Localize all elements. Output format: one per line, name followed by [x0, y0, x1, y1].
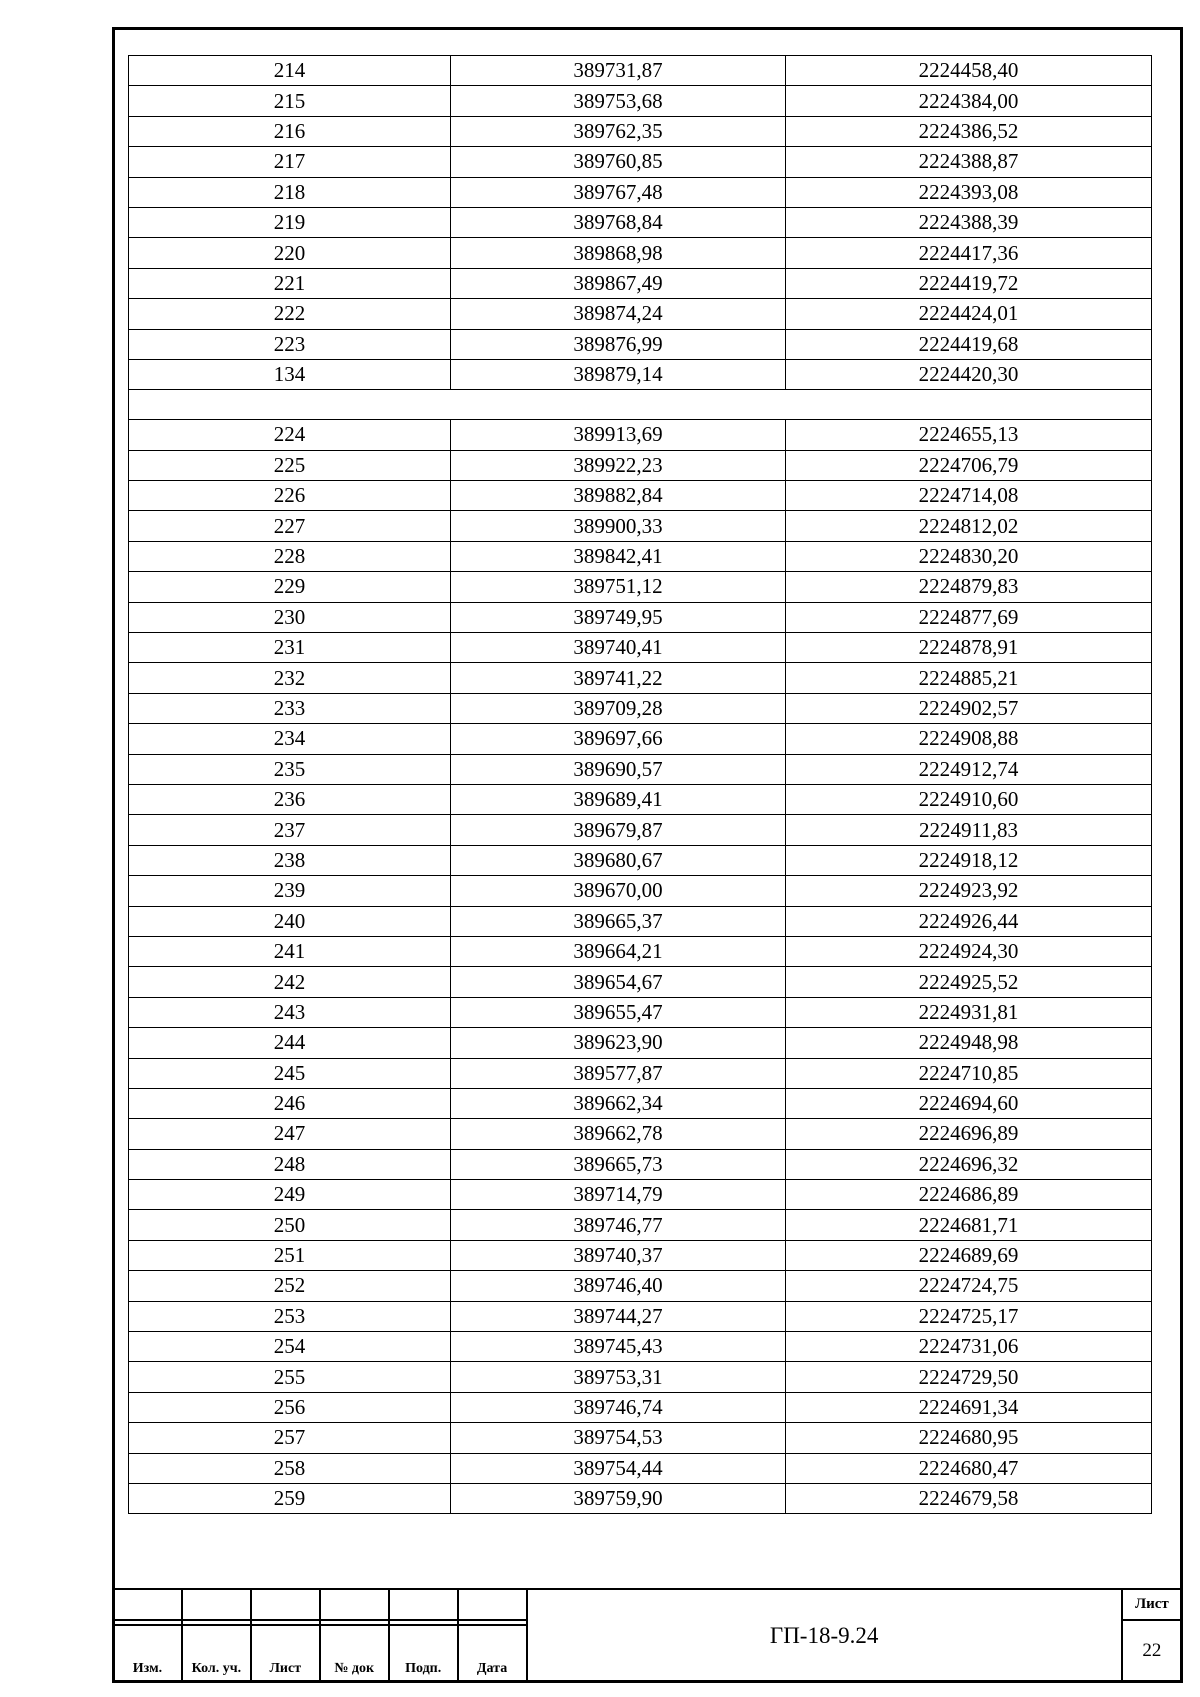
x-coordinate: 389654,67	[451, 967, 786, 997]
table-row	[129, 1210, 1152, 1240]
y-coordinate: 2224424,01	[786, 299, 1152, 329]
y-coordinate: 2224912,74	[786, 754, 1152, 784]
table-row	[129, 1362, 1152, 1392]
separator-row	[129, 390, 1152, 420]
x-coordinate: 389751,12	[451, 572, 786, 602]
stamp-cell	[458, 1589, 527, 1620]
stamp-cell	[320, 1589, 389, 1620]
table-row	[129, 876, 1152, 906]
stamp-cell	[389, 1589, 458, 1620]
y-coordinate: 2224420,30	[786, 359, 1152, 389]
y-coordinate: 2224948,98	[786, 1028, 1152, 1058]
table-row	[129, 724, 1152, 754]
x-coordinate: 389753,68	[451, 86, 786, 116]
point-number: 232	[129, 663, 451, 693]
point-number: 239	[129, 876, 451, 906]
y-coordinate: 2224458,40	[786, 56, 1152, 86]
y-coordinate: 2224384,00	[786, 86, 1152, 116]
x-coordinate: 389746,74	[451, 1392, 786, 1422]
point-number: 257	[129, 1423, 451, 1453]
x-coordinate: 389868,98	[451, 238, 786, 268]
stamp-cell	[182, 1589, 251, 1620]
x-coordinate: 389740,37	[451, 1240, 786, 1270]
point-number: 216	[129, 116, 451, 146]
x-coordinate: 389655,47	[451, 997, 786, 1027]
x-coordinate: 389754,53	[451, 1423, 786, 1453]
y-coordinate: 2224388,87	[786, 147, 1152, 177]
x-coordinate: 389760,85	[451, 147, 786, 177]
table-row	[129, 1058, 1152, 1088]
x-coordinate: 389697,66	[451, 724, 786, 754]
table-row	[129, 238, 1152, 268]
point-number: 238	[129, 845, 451, 875]
y-coordinate: 2224710,85	[786, 1058, 1152, 1088]
y-coordinate: 2224878,91	[786, 633, 1152, 663]
point-number: 243	[129, 997, 451, 1027]
table-row	[129, 1180, 1152, 1210]
table-row	[129, 1149, 1152, 1179]
table-row	[129, 906, 1152, 936]
x-coordinate: 389741,22	[451, 663, 786, 693]
header-signature: Подп.	[389, 1625, 458, 1682]
x-coordinate: 389689,41	[451, 784, 786, 814]
table-row	[129, 541, 1152, 571]
point-number: 215	[129, 86, 451, 116]
point-number: 220	[129, 238, 451, 268]
y-coordinate: 2224696,89	[786, 1119, 1152, 1149]
x-coordinate: 389665,73	[451, 1149, 786, 1179]
table-row	[129, 1423, 1152, 1453]
x-coordinate: 389670,00	[451, 876, 786, 906]
sheet-number: 22	[1122, 1620, 1182, 1682]
y-coordinate: 2224691,34	[786, 1392, 1152, 1422]
header-doc-number: № док	[320, 1625, 389, 1682]
point-number: 248	[129, 1149, 451, 1179]
table-row	[129, 1301, 1152, 1331]
table-row	[129, 177, 1152, 207]
point-number: 258	[129, 1453, 451, 1483]
y-coordinate: 2224830,20	[786, 541, 1152, 571]
table-row	[129, 1483, 1152, 1513]
y-coordinate: 2224419,72	[786, 268, 1152, 298]
point-number: 226	[129, 481, 451, 511]
table-row	[129, 1028, 1152, 1058]
point-number: 247	[129, 1119, 451, 1149]
table-row	[129, 602, 1152, 632]
table-row	[129, 784, 1152, 814]
point-number: 250	[129, 1210, 451, 1240]
y-coordinate: 2224918,12	[786, 845, 1152, 875]
point-number: 233	[129, 693, 451, 723]
x-coordinate: 389680,67	[451, 845, 786, 875]
x-coordinate: 389759,90	[451, 1483, 786, 1513]
y-coordinate: 2224908,88	[786, 724, 1152, 754]
document-code: ГП-18-9.24	[527, 1589, 1122, 1682]
y-coordinate: 2224686,89	[786, 1180, 1152, 1210]
y-coordinate: 2224877,69	[786, 602, 1152, 632]
x-coordinate: 389665,37	[451, 906, 786, 936]
y-coordinate: 2224706,79	[786, 450, 1152, 480]
point-number: 235	[129, 754, 451, 784]
x-coordinate: 389662,78	[451, 1119, 786, 1149]
y-coordinate: 2224923,92	[786, 876, 1152, 906]
point-number: 219	[129, 207, 451, 237]
table-row	[129, 329, 1152, 359]
point-number: 259	[129, 1483, 451, 1513]
point-number: 223	[129, 329, 451, 359]
x-coordinate: 389714,79	[451, 1180, 786, 1210]
stamp-cell	[251, 1589, 320, 1620]
x-coordinate: 389922,23	[451, 450, 786, 480]
x-coordinate: 389709,28	[451, 693, 786, 723]
point-number: 230	[129, 602, 451, 632]
table-row	[129, 967, 1152, 997]
x-coordinate: 389679,87	[451, 815, 786, 845]
y-coordinate: 2224812,02	[786, 511, 1152, 541]
table-row	[129, 663, 1152, 693]
point-number: 253	[129, 1301, 451, 1331]
x-coordinate: 389762,35	[451, 116, 786, 146]
y-coordinate: 2224731,06	[786, 1332, 1152, 1362]
y-coordinate: 2224902,57	[786, 693, 1152, 723]
y-coordinate: 2224696,32	[786, 1149, 1152, 1179]
x-coordinate: 389876,99	[451, 329, 786, 359]
point-number: 255	[129, 1362, 451, 1392]
table-row	[129, 56, 1152, 86]
header-date: Дата	[458, 1625, 527, 1682]
x-coordinate: 389662,34	[451, 1088, 786, 1118]
point-number: 229	[129, 572, 451, 602]
stamp-cell	[113, 1589, 182, 1620]
y-coordinate: 2224925,52	[786, 967, 1152, 997]
x-coordinate: 389746,40	[451, 1271, 786, 1301]
table-row	[129, 1392, 1152, 1422]
x-coordinate: 389745,43	[451, 1332, 786, 1362]
point-number: 224	[129, 420, 451, 450]
x-coordinate: 389754,44	[451, 1453, 786, 1483]
table-row	[129, 572, 1152, 602]
table-row	[129, 936, 1152, 966]
x-coordinate: 389874,24	[451, 299, 786, 329]
table-row	[129, 481, 1152, 511]
point-number: 134	[129, 359, 451, 389]
point-number: 241	[129, 936, 451, 966]
point-number: 254	[129, 1332, 451, 1362]
x-coordinate: 389623,90	[451, 1028, 786, 1058]
y-coordinate: 2224924,30	[786, 936, 1152, 966]
y-coordinate: 2224879,83	[786, 572, 1152, 602]
point-number: 240	[129, 906, 451, 936]
coordinates-table	[128, 55, 1152, 1514]
point-number: 252	[129, 1271, 451, 1301]
point-number: 225	[129, 450, 451, 480]
y-coordinate: 2224393,08	[786, 177, 1152, 207]
x-coordinate: 389767,48	[451, 177, 786, 207]
x-coordinate: 389664,21	[451, 936, 786, 966]
y-coordinate: 2224714,08	[786, 481, 1152, 511]
point-number: 256	[129, 1392, 451, 1422]
y-coordinate: 2224694,60	[786, 1088, 1152, 1118]
x-coordinate: 389900,33	[451, 511, 786, 541]
table-row	[129, 633, 1152, 663]
table-row	[129, 1453, 1152, 1483]
x-coordinate: 389753,31	[451, 1362, 786, 1392]
point-number: 228	[129, 541, 451, 571]
point-number: 237	[129, 815, 451, 845]
x-coordinate: 389577,87	[451, 1058, 786, 1088]
table-row	[129, 1088, 1152, 1118]
table-row	[129, 86, 1152, 116]
point-number: 221	[129, 268, 451, 298]
point-number: 222	[129, 299, 451, 329]
table-row	[129, 1271, 1152, 1301]
point-number: 251	[129, 1240, 451, 1270]
table-row	[129, 299, 1152, 329]
x-coordinate: 389731,87	[451, 56, 786, 86]
table-row	[129, 207, 1152, 237]
separator-cell	[129, 390, 1152, 420]
y-coordinate: 2224910,60	[786, 784, 1152, 814]
y-coordinate: 2224680,95	[786, 1423, 1152, 1453]
table-row	[129, 1332, 1152, 1362]
x-coordinate: 389740,41	[451, 633, 786, 663]
header-change: Изм.	[113, 1625, 182, 1682]
point-number: 227	[129, 511, 451, 541]
y-coordinate: 2224926,44	[786, 906, 1152, 936]
x-coordinate: 389913,69	[451, 420, 786, 450]
point-number: 246	[129, 1088, 451, 1118]
point-number: 218	[129, 177, 451, 207]
y-coordinate: 2224655,13	[786, 420, 1152, 450]
point-number: 244	[129, 1028, 451, 1058]
x-coordinate: 389882,84	[451, 481, 786, 511]
table-row	[129, 997, 1152, 1027]
point-number: 245	[129, 1058, 451, 1088]
x-coordinate: 389768,84	[451, 207, 786, 237]
point-number: 242	[129, 967, 451, 997]
table-row	[129, 420, 1152, 450]
table-row	[129, 450, 1152, 480]
y-coordinate: 2224725,17	[786, 1301, 1152, 1331]
y-coordinate: 2224911,83	[786, 815, 1152, 845]
x-coordinate: 389746,77	[451, 1210, 786, 1240]
header-count: Кол. уч.	[182, 1625, 251, 1682]
y-coordinate: 2224724,75	[786, 1271, 1152, 1301]
x-coordinate: 389744,27	[451, 1301, 786, 1331]
y-coordinate: 2224689,69	[786, 1240, 1152, 1270]
header-sheet: Лист	[251, 1625, 320, 1682]
point-number: 217	[129, 147, 451, 177]
table-row	[129, 815, 1152, 845]
y-coordinate: 2224679,58	[786, 1483, 1152, 1513]
y-coordinate: 2224931,81	[786, 997, 1152, 1027]
table-row	[129, 116, 1152, 146]
table-row	[129, 147, 1152, 177]
table-row	[129, 845, 1152, 875]
table-row	[129, 1119, 1152, 1149]
y-coordinate: 2224419,68	[786, 329, 1152, 359]
sheet-label: Лист	[1122, 1589, 1182, 1620]
table-row	[129, 754, 1152, 784]
table-row	[129, 1240, 1152, 1270]
point-number: 236	[129, 784, 451, 814]
x-coordinate: 389879,14	[451, 359, 786, 389]
table-row	[129, 359, 1152, 389]
y-coordinate: 2224680,47	[786, 1453, 1152, 1483]
y-coordinate: 2224388,39	[786, 207, 1152, 237]
point-number: 234	[129, 724, 451, 754]
y-coordinate: 2224386,52	[786, 116, 1152, 146]
table-row	[129, 268, 1152, 298]
point-number: 231	[129, 633, 451, 663]
y-coordinate: 2224729,50	[786, 1362, 1152, 1392]
point-number: 249	[129, 1180, 451, 1210]
x-coordinate: 389690,57	[451, 754, 786, 784]
table-row	[129, 511, 1152, 541]
x-coordinate: 389842,41	[451, 541, 786, 571]
y-coordinate: 2224885,21	[786, 663, 1152, 693]
title-block	[112, 1588, 1183, 1683]
x-coordinate: 389867,49	[451, 268, 786, 298]
point-number: 214	[129, 56, 451, 86]
x-coordinate: 389749,95	[451, 602, 786, 632]
y-coordinate: 2224681,71	[786, 1210, 1152, 1240]
table-row	[129, 693, 1152, 723]
y-coordinate: 2224417,36	[786, 238, 1152, 268]
